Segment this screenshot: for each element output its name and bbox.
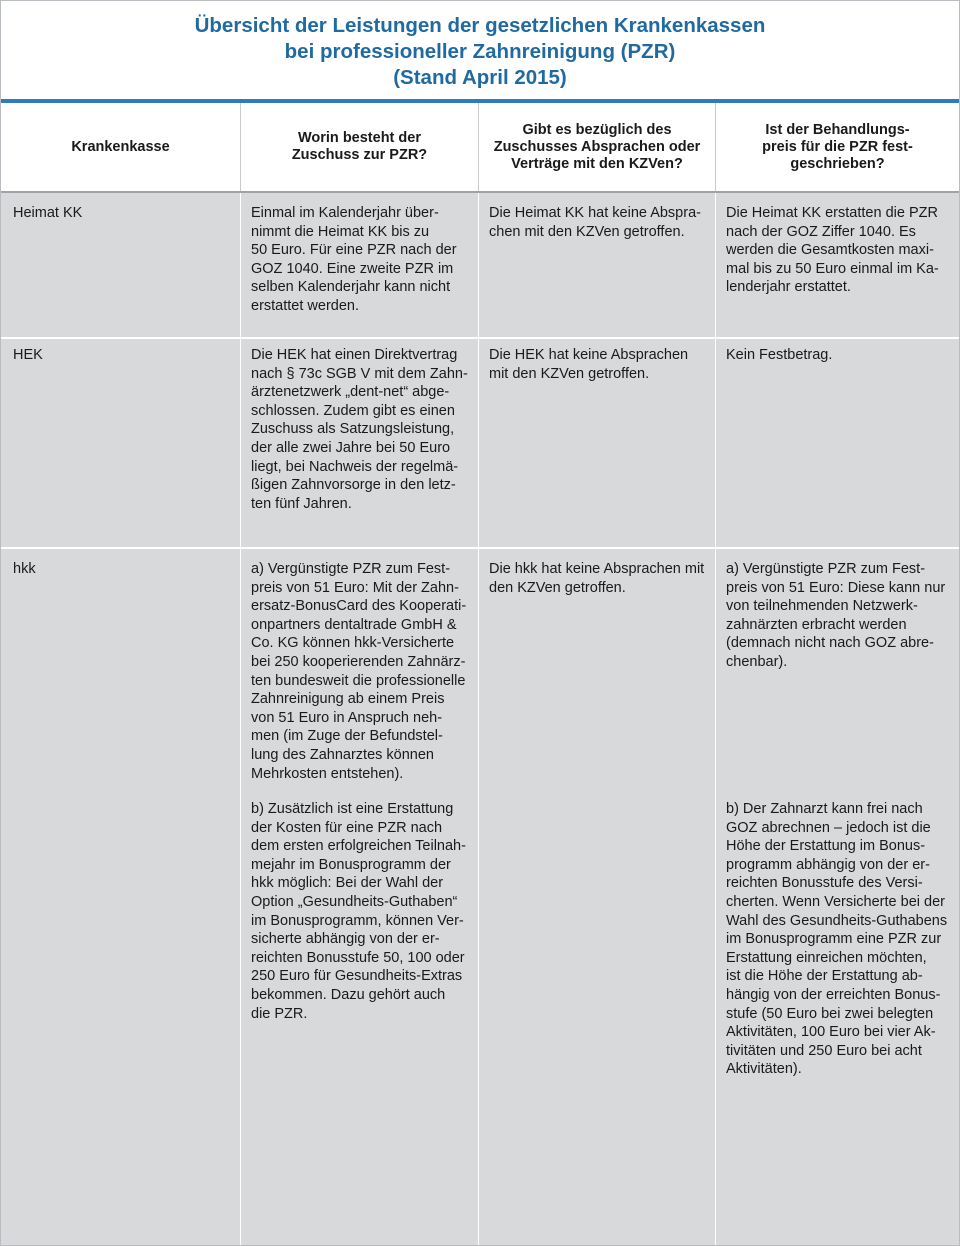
table-row-hkk-preis-b: b) Der Zahnarzt kann frei nach GOZ abrechnen – jedoch ist die Höhe der Erstattung im Bonus- programm abhängig von der er- reichten Bonusstufe des Versi- cherten. Wenn Versicherte bei der Wahl des Gesundheits-Guthabens im Bonusprogramm eine PZR zur Erstattung einreichen möchten, ist die Höhe der Erstattung ab- hängig von der erreichten Bonus- stufe (50 Euro bei zwei belegten Aktivitäten, 100 Euro bei vier Ak- tivitäten und 250 Euro bei acht Aktivitäten). [726, 801, 948, 1078]
col-line-2 [478, 193, 479, 1245]
table-row-heimat-kk-name: Heimat KK [13, 205, 83, 221]
header-behandlungspreis: Ist der Behandlungs- preis für die PZR fest- geschrieben? [762, 121, 913, 172]
title-line-3: (Stand April 2015) [393, 66, 567, 89]
table-row-hkk-preis-a: a) Vergünstigte PZR zum Fest- preis von 51 Euro: Diese kann nur von teilnehmenden Netzwerk- zahnärzten erbracht werden (demnach nicht nach GOZ abre- chenbar). [726, 561, 946, 670]
table-row-heimat-kk-zuschuss: Einmal im Kalenderjahr über- nimmt die Heimat KK bis zu 50 Euro. Für eine PZR nach der GOZ 1040. Eine zweite PZR im selben Kalenderjahr kann nicht erstattet werden. [251, 205, 457, 314]
row-divider-1 [1, 337, 959, 339]
row-band-hek [1, 339, 959, 547]
table-row-hkk-absprachen: Die hkk hat keine Absprachen mit den KZVen getroffen. [489, 561, 705, 596]
col-line-3 [715, 193, 716, 1245]
col-line-header-2 [478, 103, 479, 191]
table-row-hkk-zuschuss-a: a) Vergünstigte PZR zum Fest- preis von 51 Euro: Mit der Zahn- ersatz-BonusCard des Kooperati- onpartners dentaltrade GmbH & Co. KG können hkk-Versicherte bei 250 kooperierenden Zahnärz- ten bundesweit die professionelle Zahnreinigung ab einem Preis von 51 Euro in Anspruch neh- men (im Zuge der Befundstel- lung des Zahnarztes können Mehrkosten entstehen). [251, 561, 467, 782]
header-zuschuss: Worin besteht der Zuschuss zur PZR? [291, 130, 428, 163]
row-divider-2 [1, 547, 959, 549]
col-line-header-3 [715, 103, 716, 191]
table-row-heimat-kk-preis: Die Heimat KK erstatten die PZR nach der GOZ Ziffer 1040. Es werden die Gesamtkosten maxi- mal bis zu 50 Euro einmal im Ka- lenderjahr erstattet. [726, 205, 939, 296]
title-area [1, 1, 959, 99]
header-absprachen: Gibt es bezüglich des Zuschusses Absprachen oder Verträge mit den KZVen? [493, 121, 701, 172]
title-line-1: Übersicht der Leistungen der gesetzlichen Krankenkassen [194, 14, 766, 37]
table-row-hkk-name: hkk [13, 561, 36, 577]
table-row-hek-preis: Kein Festbetrag. [726, 347, 833, 363]
table-row-hkk-zuschuss-b: b) Zusätzlich ist eine Erstattung der Kosten für eine PZR nach dem ersten erfolgreichen Teilnah- mejahr im Bonusprogramm der hkk möglich: Bei der Wahl der Option „Gesundheits-Guthaben“ im Bonusprogramm, können Ver- sicherte abhängig von der er- reichten Bonusstufe 50, 100 oder 250 Euro für Gesundheits-Extras bekommen. Dazu gehört auch die PZR. [251, 801, 466, 1022]
table-row-hek-zuschuss: Die HEK hat einen Direktvertrag nach § 73c SGB V mit dem Zahn- ärztenetzwerk „dent-net“ abge- schlossen. Zudem gibt es einen Zuschuss als Satzungsleistung, der alle zwei Jahre bei 50 Euro liegt, bei Nachweis der regelmä- ßigen Zahnvorsorge in den letz- ten fünf Jahren. [251, 347, 468, 512]
table-row-hek-name: HEK [13, 347, 43, 363]
col-line-1 [240, 193, 241, 1245]
col-line-header-1 [240, 103, 241, 191]
title-line-2: bei professioneller Zahnreinigung (PZR) [284, 40, 676, 63]
table-row-hek-absprachen: Die HEK hat keine Absprachen mit den KZVen getroffen. [489, 347, 689, 382]
table-header [1, 103, 959, 191]
header-krankenkasse: Krankenkasse [71, 138, 170, 155]
table-row-heimat-kk-absprachen: Die Heimat KK hat keine Abspra- chen mit den KZVen getroffen. [489, 205, 701, 240]
